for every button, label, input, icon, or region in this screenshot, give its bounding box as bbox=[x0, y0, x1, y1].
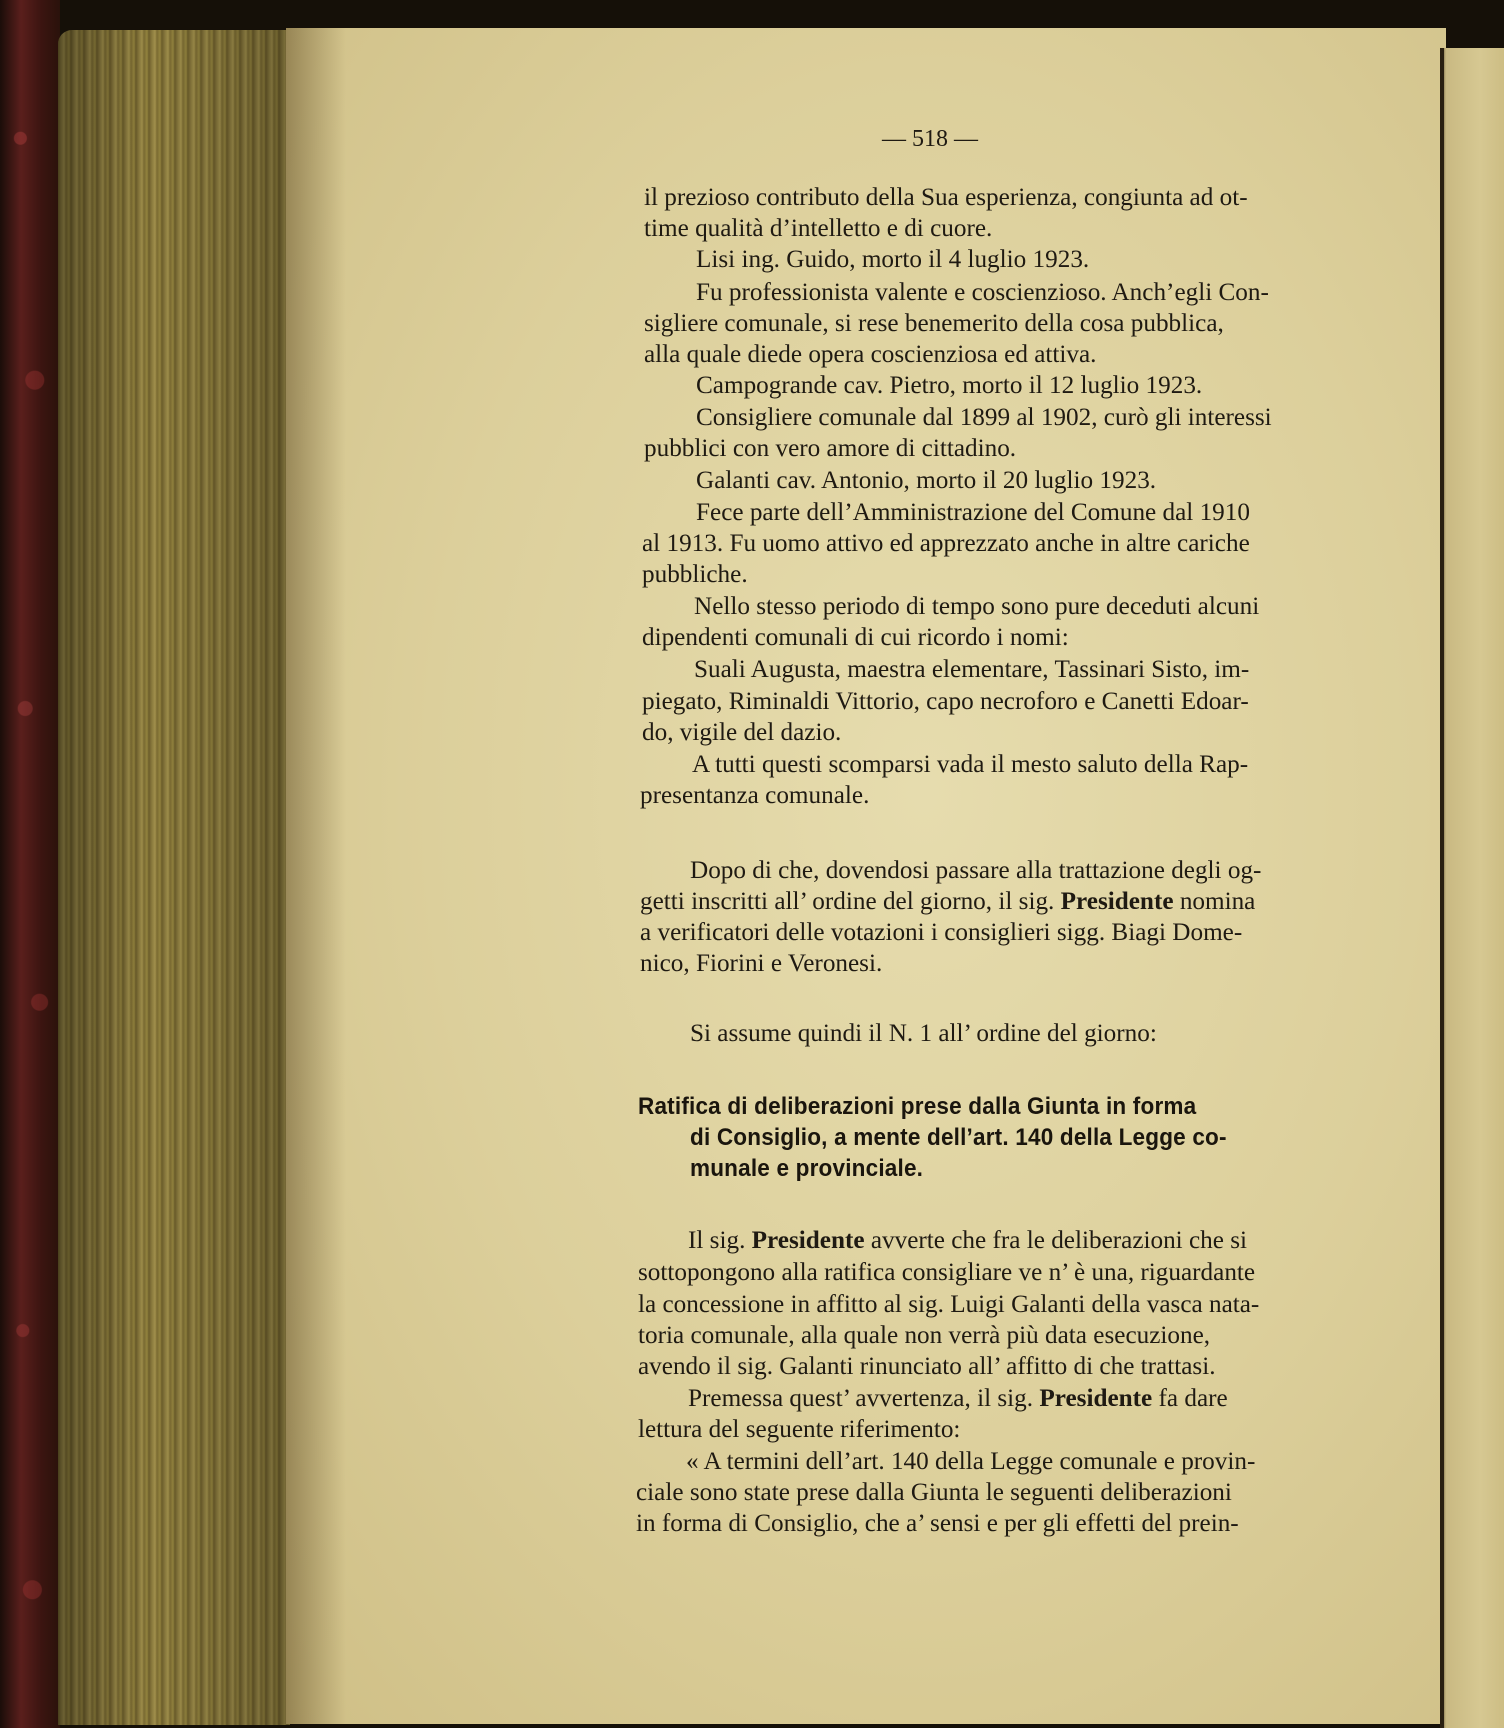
text-line: dipendenti comunali di cui ricordo i nomi: bbox=[642, 624, 1069, 651]
text-line: Nello stesso periodo di tempo sono pure deceduti alcuni bbox=[694, 593, 1260, 620]
text-line: Suali Augusta, maestra elementare, Tassinari Sisto, im- bbox=[694, 656, 1250, 683]
section-heading-line: munale e provinciale. bbox=[690, 1155, 924, 1182]
binding-marbling bbox=[6, 0, 54, 1728]
text-line: time qualità d’intelletto e di cuore. bbox=[644, 215, 993, 242]
text-line: sottopongono alla ratifica consigliare ve n’ è una, riguardante bbox=[638, 1259, 1256, 1286]
bold-name: Presidente bbox=[1039, 1385, 1153, 1412]
text-line: pubblici con vero amore di cittadino. bbox=[644, 435, 1017, 462]
text-line: Si assume quindi il N. 1 all’ ordine del giorno: bbox=[690, 1020, 1157, 1047]
text-line bbox=[688, 1383, 1228, 1414]
text-line: Consigliere comunale dal 1899 al 1902, curò gli interessi bbox=[696, 404, 1272, 431]
page-number: — 518 — bbox=[882, 126, 978, 152]
facing-page-edge bbox=[1440, 48, 1504, 1728]
text-line: Fece parte dell’Amministrazione del Comune dal 1910 bbox=[696, 499, 1250, 526]
text-line: nico, Fiorini e Veronesi. bbox=[640, 950, 883, 977]
facing-page-border bbox=[1440, 48, 1444, 1728]
text-line: Lisi ing. Guido, morto il 4 luglio 1923. bbox=[696, 246, 1090, 273]
text-line bbox=[640, 886, 1255, 917]
text-segment: nomina bbox=[1179, 888, 1256, 915]
text-line: Dopo di che, dovendosi passare alla trattazione degli og- bbox=[690, 857, 1262, 884]
text-line: A tutti questi scomparsi vada il mesto saluto della Rap- bbox=[692, 751, 1249, 778]
section-heading-line: di Consiglio, a mente dell’art. 140 della Legge co- bbox=[690, 1124, 1227, 1151]
bold-name: Presidente bbox=[1060, 888, 1174, 915]
text-line: avendo il sig. Galanti rinunciato all’ affitto di che trattasi. bbox=[638, 1353, 1216, 1380]
text-segment: fa dare bbox=[1158, 1385, 1228, 1412]
text-line: il prezioso contributo della Sua esperienza, congiunta ad ot- bbox=[644, 184, 1248, 211]
text-line: Fu professionista valente e coscienzioso. Anch’egli Con- bbox=[696, 279, 1269, 306]
text-line: a verificatori delle votazioni i consiglieri sigg. Biagi Dome- bbox=[640, 919, 1243, 946]
text-segment: avverte che fra le deliberazioni che si bbox=[870, 1227, 1248, 1254]
section-heading-line: Ratifica di deliberazioni prese dalla Giunta in forma bbox=[638, 1093, 1197, 1120]
text-segment: getti inscritti all’ ordine del giorno, il sig. bbox=[640, 888, 1055, 915]
bold-name: Presidente bbox=[751, 1227, 865, 1254]
gutter-shadow bbox=[286, 28, 346, 1724]
text-segment: Premessa quest’ avvertenza, il sig. bbox=[688, 1385, 1034, 1412]
text-line: Campogrande cav. Pietro, morto il 12 luglio 1923. bbox=[696, 372, 1203, 399]
text-line: al 1913. Fu uomo attivo ed apprezzato anche in altre cariche bbox=[642, 530, 1250, 557]
text-segment: Il sig. bbox=[688, 1227, 746, 1254]
text-line: lettura del seguente riferimento: bbox=[638, 1416, 961, 1443]
text-line: ciale sono state prese dalla Giunta le seguenti deliberazioni bbox=[636, 1479, 1232, 1506]
text-line: in forma di Consiglio, che a’ sensi e per gli effetti del prein- bbox=[636, 1510, 1239, 1537]
text-line: do, vigile del dazio. bbox=[642, 719, 842, 746]
text-line: piegato, Riminaldi Vittorio, capo necroforo e Canetti Edoar- bbox=[642, 688, 1249, 715]
text-line: « A termini dell’art. 140 della Legge comunale e provin- bbox=[686, 1448, 1256, 1475]
text-line: la concessione in affitto al sig. Luigi Galanti della vasca nata- bbox=[638, 1291, 1260, 1318]
page-edges-shadow bbox=[58, 30, 290, 1725]
text-line: alla quale diede opera coscienziosa ed attiva. bbox=[644, 341, 1097, 368]
text-line bbox=[688, 1225, 1247, 1256]
text-line: toria comunale, alla quale non verrà più data esecuzione, bbox=[638, 1322, 1211, 1349]
text-line: sigliere comunale, si rese benemerito della cosa pubblica, bbox=[644, 310, 1224, 337]
text-line: pubbliche. bbox=[642, 561, 748, 588]
text-line: presentanza comunale. bbox=[640, 782, 870, 809]
text-line: Galanti cav. Antonio, morto il 20 luglio 1923. bbox=[696, 467, 1157, 494]
